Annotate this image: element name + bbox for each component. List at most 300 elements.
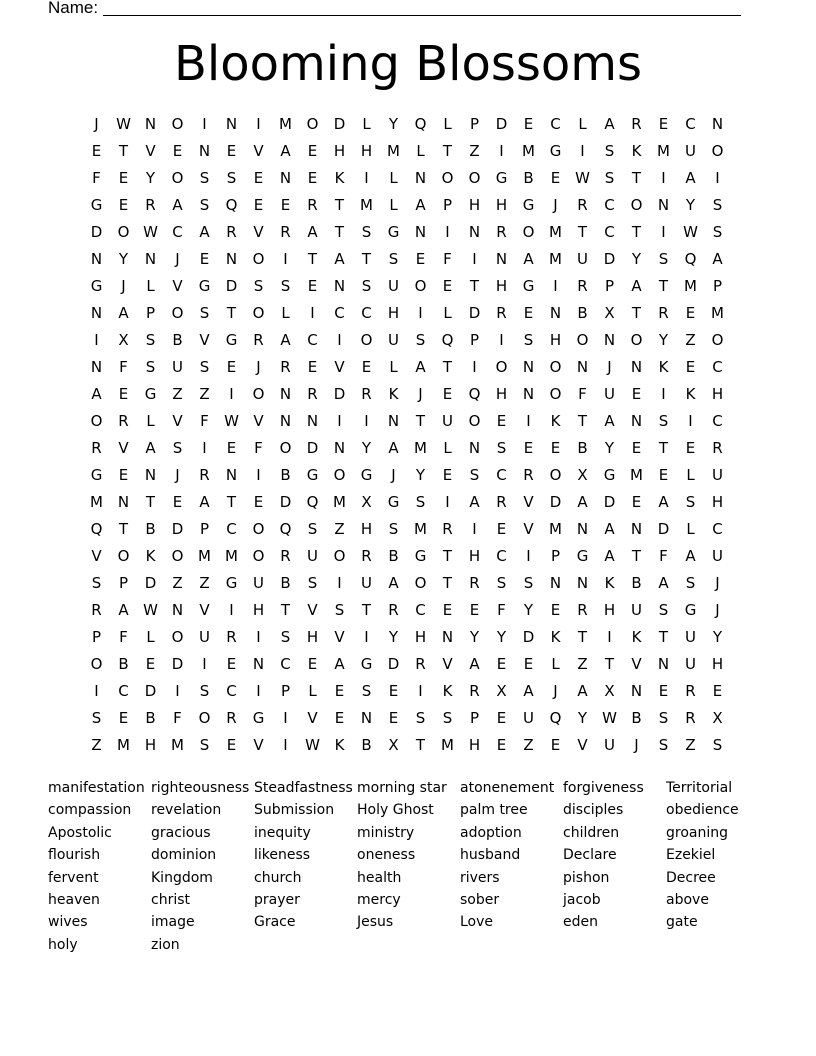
grid-letter: B (280, 574, 291, 592)
grid-letter: O (252, 304, 265, 322)
grid-letter: K (631, 628, 642, 646)
grid-letter: N (225, 115, 238, 133)
word-bank-item: zion (151, 936, 180, 953)
grid-letter: Q (441, 331, 454, 349)
grid-row (83, 464, 731, 491)
grid-letter: W (602, 709, 617, 727)
grid-letter: A (523, 682, 534, 700)
grid-letter: B (577, 439, 588, 457)
grid-letter: Q (90, 520, 103, 538)
grid-letter: L (551, 655, 560, 673)
grid-letter: H (468, 547, 481, 565)
grid-letter: R (361, 547, 372, 565)
grid-letter: Q (414, 115, 427, 133)
grid-letter: O (414, 277, 427, 295)
grid-letter: E (496, 736, 507, 754)
grid-letter: Y (685, 196, 696, 214)
grid-letter: R (577, 196, 588, 214)
grid-letter: E (307, 169, 318, 187)
grid-letter: W (305, 736, 320, 754)
grid-row (83, 302, 731, 329)
grid-letter: O (522, 223, 535, 241)
grid-row (83, 194, 731, 221)
grid-letter: C (226, 682, 237, 700)
grid-letter: N (603, 331, 616, 349)
word-bank-item: compassion (48, 802, 132, 819)
grid-letter: X (577, 466, 588, 484)
grid-row (83, 491, 731, 518)
grid-letter: I (337, 331, 342, 349)
grid-letter: U (685, 655, 696, 673)
grid-letter: M (522, 142, 535, 160)
grid-letter: X (118, 331, 129, 349)
grid-letter: T (631, 304, 642, 322)
grid-letter: Z (685, 736, 696, 754)
grid-letter: Y (388, 115, 399, 133)
grid-letter: F (119, 358, 128, 376)
grid-letter: P (469, 115, 480, 133)
grid-letter: C (604, 223, 615, 241)
grid-letter: E (496, 412, 507, 430)
grid-letter: L (578, 115, 587, 133)
grid-letter: F (578, 385, 587, 403)
word-bank-item: jacob (563, 891, 601, 908)
grid-row (83, 383, 731, 410)
grid-letter: S (658, 250, 669, 268)
grid-letter: E (631, 385, 642, 403)
grid-letter: M (657, 142, 670, 160)
word-bank-item: holy (48, 936, 78, 953)
grid-letter: B (631, 574, 642, 592)
grid-letter: O (414, 574, 427, 592)
grid-letter: S (199, 736, 210, 754)
grid-letter: G (198, 277, 211, 295)
grid-letter: N (144, 115, 157, 133)
grid-letter: I (364, 412, 369, 430)
grid-letter: A (577, 682, 588, 700)
grid-letter: M (549, 520, 562, 538)
grid-letter: D (522, 628, 535, 646)
grid-letter: N (630, 520, 643, 538)
grid-letter: S (415, 493, 426, 511)
grid-letter: I (283, 736, 288, 754)
grid-letter: E (658, 682, 669, 700)
grid-letter: E (280, 196, 291, 214)
grid-letter: H (495, 385, 508, 403)
grid-letter: E (550, 169, 561, 187)
grid-letter: A (631, 277, 642, 295)
grid-letter: I (337, 574, 342, 592)
grid-letter: V (523, 493, 534, 511)
grid-letter: I (445, 223, 450, 241)
name-line (103, 15, 741, 16)
word-bank-item: Apostolic (48, 824, 112, 841)
grid-letter: D (495, 115, 508, 133)
grid-letter: B (280, 466, 291, 484)
grid-letter: S (658, 736, 669, 754)
grid-letter: G (360, 655, 373, 673)
grid-letter: G (306, 466, 319, 484)
grid-letter: E (523, 304, 534, 322)
grid-letter: B (361, 736, 372, 754)
grid-row (83, 140, 731, 167)
grid-row (83, 518, 731, 545)
grid-letter: I (310, 304, 315, 322)
grid-letter: I (715, 169, 720, 187)
grid-letter: T (442, 358, 453, 376)
grid-letter: N (306, 412, 319, 430)
grid-letter: S (658, 412, 669, 430)
grid-letter: M (549, 223, 562, 241)
grid-letter: E (91, 142, 102, 160)
word-bank-column (48, 780, 151, 959)
grid-letter: M (225, 547, 238, 565)
grid-letter: N (468, 439, 481, 457)
word-bank-item: morning star (357, 780, 447, 796)
grid-letter: D (549, 493, 562, 511)
grid-letter: D (333, 115, 346, 133)
grid-letter: A (685, 169, 696, 187)
grid-letter: C (712, 358, 723, 376)
grid-letter: T (307, 250, 318, 268)
word-bank-column (563, 780, 666, 959)
grid-letter: H (495, 277, 508, 295)
grid-letter: K (442, 682, 453, 700)
grid-letter: C (712, 412, 723, 430)
grid-letter: Y (145, 169, 156, 187)
grid-letter: Y (523, 601, 534, 619)
grid-letter: S (226, 169, 237, 187)
grid-letter: K (334, 736, 345, 754)
grid-letter: I (256, 115, 261, 133)
name-label: Name: (48, 0, 99, 17)
grid-letter: E (253, 493, 264, 511)
grid-letter: J (553, 196, 558, 214)
grid-letter: P (280, 682, 291, 700)
word-bank-item: groaning (666, 824, 729, 841)
grid-letter: E (631, 493, 642, 511)
grid-letter: E (118, 169, 129, 187)
grid-letter: C (361, 304, 372, 322)
grid-letter: I (94, 331, 99, 349)
grid-letter: O (495, 358, 508, 376)
grid-letter: F (119, 628, 128, 646)
grid-letter: A (469, 493, 480, 511)
grid-letter: O (306, 115, 319, 133)
grid-letter: O (576, 331, 589, 349)
grid-letter: U (712, 466, 723, 484)
grid-letter: L (389, 358, 398, 376)
grid-letter: A (118, 304, 129, 322)
grid-letter: N (279, 385, 292, 403)
grid-letter: E (388, 682, 399, 700)
grid-letter: N (657, 196, 670, 214)
grid-letter: R (631, 115, 642, 133)
grid-letter: H (252, 601, 265, 619)
word-bank-item: fervent (48, 869, 99, 886)
grid-letter: L (281, 304, 290, 322)
grid-letter: M (630, 466, 643, 484)
grid-row (83, 167, 731, 194)
grid-letter: A (91, 385, 102, 403)
word-bank-item: heaven (48, 891, 100, 908)
grid-letter: G (414, 547, 427, 565)
grid-letter: U (253, 574, 264, 592)
grid-letter: H (711, 493, 724, 511)
grid-letter: N (630, 682, 643, 700)
grid-letter: H (495, 196, 508, 214)
grid-letter: E (685, 358, 696, 376)
grid-letter: E (415, 250, 426, 268)
grid-letter: M (333, 493, 346, 511)
grid-letter: T (658, 439, 669, 457)
grid-letter: O (711, 142, 724, 160)
grid-letter: O (90, 412, 103, 430)
grid-letter: A (199, 223, 210, 241)
grid-letter: R (469, 682, 480, 700)
grid-letter: O (549, 385, 562, 403)
grid-letter: N (171, 601, 184, 619)
grid-letter: R (658, 304, 669, 322)
grid-letter: K (685, 385, 696, 403)
grid-letter: R (577, 277, 588, 295)
word-bank (48, 780, 769, 959)
grid-letter: K (658, 358, 669, 376)
grid-letter: E (523, 115, 534, 133)
word-bank-item: children (563, 824, 620, 841)
grid-letter: E (226, 358, 237, 376)
word-bank-item: Declare (563, 847, 617, 864)
grid-letter: N (711, 115, 724, 133)
grid-letter: I (445, 493, 450, 511)
grid-letter: T (469, 277, 480, 295)
grid-letter: B (145, 709, 156, 727)
grid-letter: T (280, 601, 291, 619)
grid-letter: Z (469, 142, 480, 160)
grid-letter: G (522, 277, 535, 295)
grid-letter: H (414, 628, 427, 646)
word-bank-item: gracious (151, 824, 211, 841)
word-bank-item: above (666, 891, 709, 908)
grid-letter: E (226, 655, 237, 673)
grid-letter: G (603, 466, 616, 484)
grid-letter: N (576, 520, 589, 538)
grid-letter: A (604, 412, 615, 430)
grid-letter: C (280, 655, 291, 673)
grid-letter: N (279, 412, 292, 430)
grid-letter: A (388, 439, 399, 457)
word-bank-item: health (357, 869, 402, 886)
grid-letter: L (389, 196, 398, 214)
word-bank-item: Territorial (666, 780, 733, 796)
grid-letter: E (361, 358, 372, 376)
grid-letter: O (279, 439, 292, 457)
grid-letter: S (388, 520, 399, 538)
grid-letter: S (604, 142, 615, 160)
word-bank-item: rivers (460, 869, 500, 886)
grid-letter: U (361, 574, 372, 592)
grid-letter: I (688, 412, 693, 430)
grid-letter: E (199, 250, 210, 268)
grid-letter: Q (684, 250, 697, 268)
grid-letter: S (415, 331, 426, 349)
grid-letter: N (522, 358, 535, 376)
grid-letter: W (116, 115, 131, 133)
grid-letter: R (280, 358, 291, 376)
grid-letter: A (172, 196, 183, 214)
grid-letter: S (712, 736, 723, 754)
grid-row (83, 356, 731, 383)
grid-letter: M (684, 277, 697, 295)
grid-letter: P (199, 520, 210, 538)
word-bank-item: adoption (460, 824, 522, 841)
grid-letter: T (415, 736, 426, 754)
grid-letter: R (712, 439, 723, 457)
grid-letter: B (145, 520, 156, 538)
grid-letter: Y (415, 466, 426, 484)
grid-letter: T (361, 601, 372, 619)
grid-row (83, 437, 731, 464)
grid-letter: V (253, 142, 264, 160)
grid-letter: A (469, 655, 480, 673)
grid-letter: G (576, 547, 589, 565)
grid-letter: D (333, 385, 346, 403)
word-bank-item: wives (48, 914, 88, 931)
grid-letter: R (118, 412, 129, 430)
grid-letter: D (90, 223, 103, 241)
grid-letter: Y (604, 439, 615, 457)
grid-letter: V (199, 331, 210, 349)
word-bank-item: forgiveness (563, 780, 644, 796)
grid-letter: E (442, 466, 453, 484)
grid-letter: I (229, 601, 234, 619)
grid-letter: O (252, 520, 265, 538)
grid-letter: T (334, 196, 345, 214)
grid-letter: A (712, 250, 723, 268)
grid-letter: U (631, 601, 642, 619)
grid-letter: Q (306, 493, 319, 511)
grid-letter: O (441, 169, 454, 187)
grid-letter: M (360, 196, 373, 214)
word-bank-item: atonenement (460, 780, 555, 796)
grid-letter: D (171, 655, 184, 673)
grid-letter: E (307, 277, 318, 295)
grid-letter: V (334, 628, 345, 646)
grid-letter: B (172, 331, 183, 349)
grid-letter: E (550, 439, 561, 457)
grid-letter: C (550, 115, 561, 133)
grid-letter: R (685, 682, 696, 700)
grid-letter: I (418, 682, 423, 700)
grid-letter: C (712, 520, 723, 538)
grid-letter: R (226, 709, 237, 727)
grid-letter: S (280, 277, 291, 295)
grid-letter: S (91, 709, 102, 727)
grid-letter: N (90, 250, 103, 268)
grid-letter: U (442, 412, 453, 430)
grid-letter: E (496, 709, 507, 727)
grid-letter: N (333, 277, 346, 295)
grid-letter: R (253, 331, 264, 349)
grid-letter: L (146, 412, 155, 430)
grid-letter: D (144, 682, 157, 700)
grid-letter: A (145, 439, 156, 457)
grid-letter: S (199, 358, 210, 376)
grid-letter: A (199, 493, 210, 511)
grid-letter: N (630, 358, 643, 376)
grid-letter: S (199, 169, 210, 187)
grid-letter: S (199, 196, 210, 214)
grid-letter: S (145, 331, 156, 349)
word-bank-column (460, 780, 563, 959)
word-bank-item: likeness (254, 847, 311, 864)
grid-letter: S (469, 466, 480, 484)
grid-letter: E (631, 439, 642, 457)
grid-letter: N (414, 169, 427, 187)
grid-letter: C (496, 547, 507, 565)
grid-letter: N (90, 304, 103, 322)
grid-letter: I (661, 169, 666, 187)
grid-row (83, 599, 731, 626)
grid-letter: O (549, 466, 562, 484)
grid-letter: E (118, 385, 129, 403)
grid-letter: Z (334, 520, 345, 538)
grid-letter: J (175, 250, 180, 268)
word-bank-item: righteousness (151, 780, 250, 796)
grid-letter: N (225, 466, 238, 484)
grid-letter: E (253, 169, 264, 187)
grid-letter: E (442, 385, 453, 403)
grid-letter: D (468, 304, 481, 322)
word-bank-item: ministry (357, 824, 415, 841)
grid-letter: R (361, 385, 372, 403)
grid-letter: I (229, 385, 234, 403)
grid-letter: S (307, 520, 318, 538)
grid-letter: N (468, 223, 481, 241)
grid-letter: S (307, 574, 318, 592)
grid-letter: I (337, 412, 342, 430)
grid-letter: E (712, 682, 723, 700)
grid-letter: K (145, 547, 156, 565)
grid-letter: E (172, 493, 183, 511)
grid-letter: J (634, 736, 639, 754)
grid-letter: S (415, 709, 426, 727)
grid-letter: P (550, 547, 561, 565)
grid-letter: R (496, 223, 507, 241)
grid-letter: D (306, 439, 319, 457)
grid-letter: H (711, 385, 724, 403)
grid-letter: V (199, 601, 210, 619)
grid-letter: I (202, 439, 207, 457)
grid-letter: T (226, 493, 237, 511)
grid-letter: H (603, 601, 616, 619)
grid-letter: S (496, 574, 507, 592)
grid-letter: F (92, 169, 101, 187)
grid-letter: A (577, 493, 588, 511)
grid-letter: G (387, 493, 400, 511)
grid-letter: O (468, 169, 481, 187)
grid-letter: K (388, 385, 399, 403)
grid-letter: S (712, 223, 723, 241)
grid-letter: E (550, 736, 561, 754)
grid-row (83, 572, 731, 599)
grid-letter: R (388, 601, 399, 619)
grid-letter: U (307, 547, 318, 565)
grid-letter: S (280, 628, 291, 646)
word-bank-item: Steadfastness (254, 780, 353, 796)
grid-letter: L (443, 115, 452, 133)
grid-letter: B (388, 547, 399, 565)
